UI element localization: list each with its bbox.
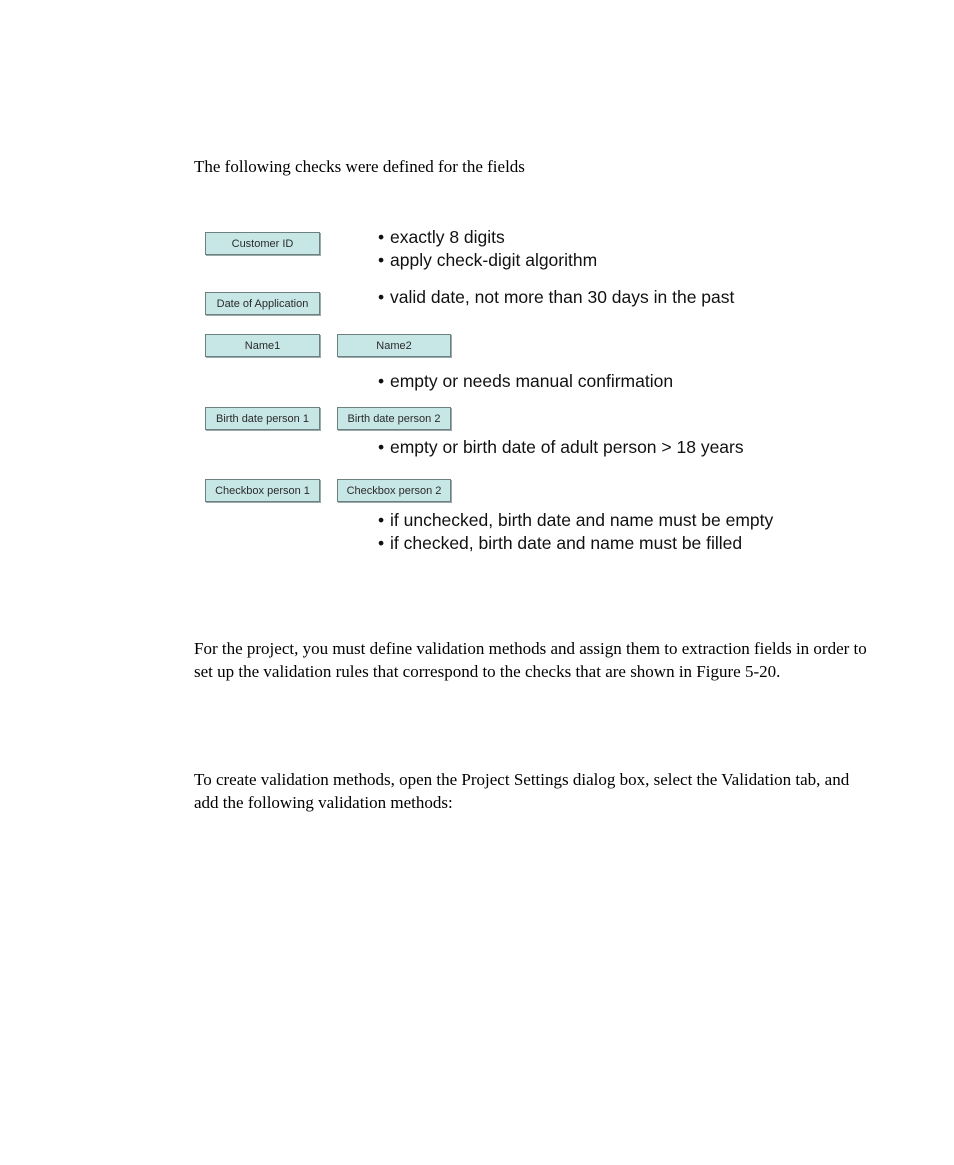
birth-date-person1-field: Birth date person 1 <box>205 407 320 430</box>
check-text: empty or birth date of adult person > 18 years <box>390 437 744 457</box>
date-of-application-field: Date of Application <box>205 292 320 315</box>
bullet-dot: • <box>378 510 385 530</box>
bullet-dot: • <box>378 533 385 553</box>
checkbox-person1-field: Checkbox person 1 <box>205 479 320 502</box>
birth-date-person2-field: Birth date person 2 <box>337 407 451 430</box>
create-methods-paragraph: To create validation methods, open the Project Settings dialog box, select the Validation tab, and add the following validation methods: <box>194 770 850 812</box>
check-valid-date <box>378 286 734 309</box>
customer-id-field: Customer ID <box>205 232 320 255</box>
check-if-unchecked <box>378 509 773 532</box>
check-text: empty or needs manual confirmation <box>390 371 674 391</box>
project-paragraph: For the project, you must define validation methods and assign them to extraction fields in order to set up the validation rules that correspond to the checks that are shown in Figure 5-20. <box>194 639 867 681</box>
check-text: apply check-digit algorithm <box>390 250 598 270</box>
check-if-checked <box>378 532 742 555</box>
check-empty-or-manual <box>378 370 673 393</box>
check-empty-or-adult <box>378 436 744 459</box>
bullet-dot: • <box>378 227 385 247</box>
bullet-dot: • <box>378 250 385 270</box>
intro-paragraph: The following checks were defined for the fields <box>194 157 525 176</box>
check-text: exactly 8 digits <box>390 227 505 247</box>
checkbox-person2-field: Checkbox person 2 <box>337 479 451 502</box>
bullet-dot: • <box>378 371 385 391</box>
check-exactly-8-digits <box>378 226 505 249</box>
name1-field: Name1 <box>205 334 320 357</box>
check-text: valid date, not more than 30 days in the past <box>390 287 735 307</box>
check-text: if unchecked, birth date and name must be empty <box>390 510 774 530</box>
name2-field: Name2 <box>337 334 451 357</box>
check-text: if checked, birth date and name must be filled <box>390 533 743 553</box>
bullet-dot: • <box>378 437 385 457</box>
bullet-dot: • <box>378 287 385 307</box>
check-digit-algorithm <box>378 249 597 272</box>
